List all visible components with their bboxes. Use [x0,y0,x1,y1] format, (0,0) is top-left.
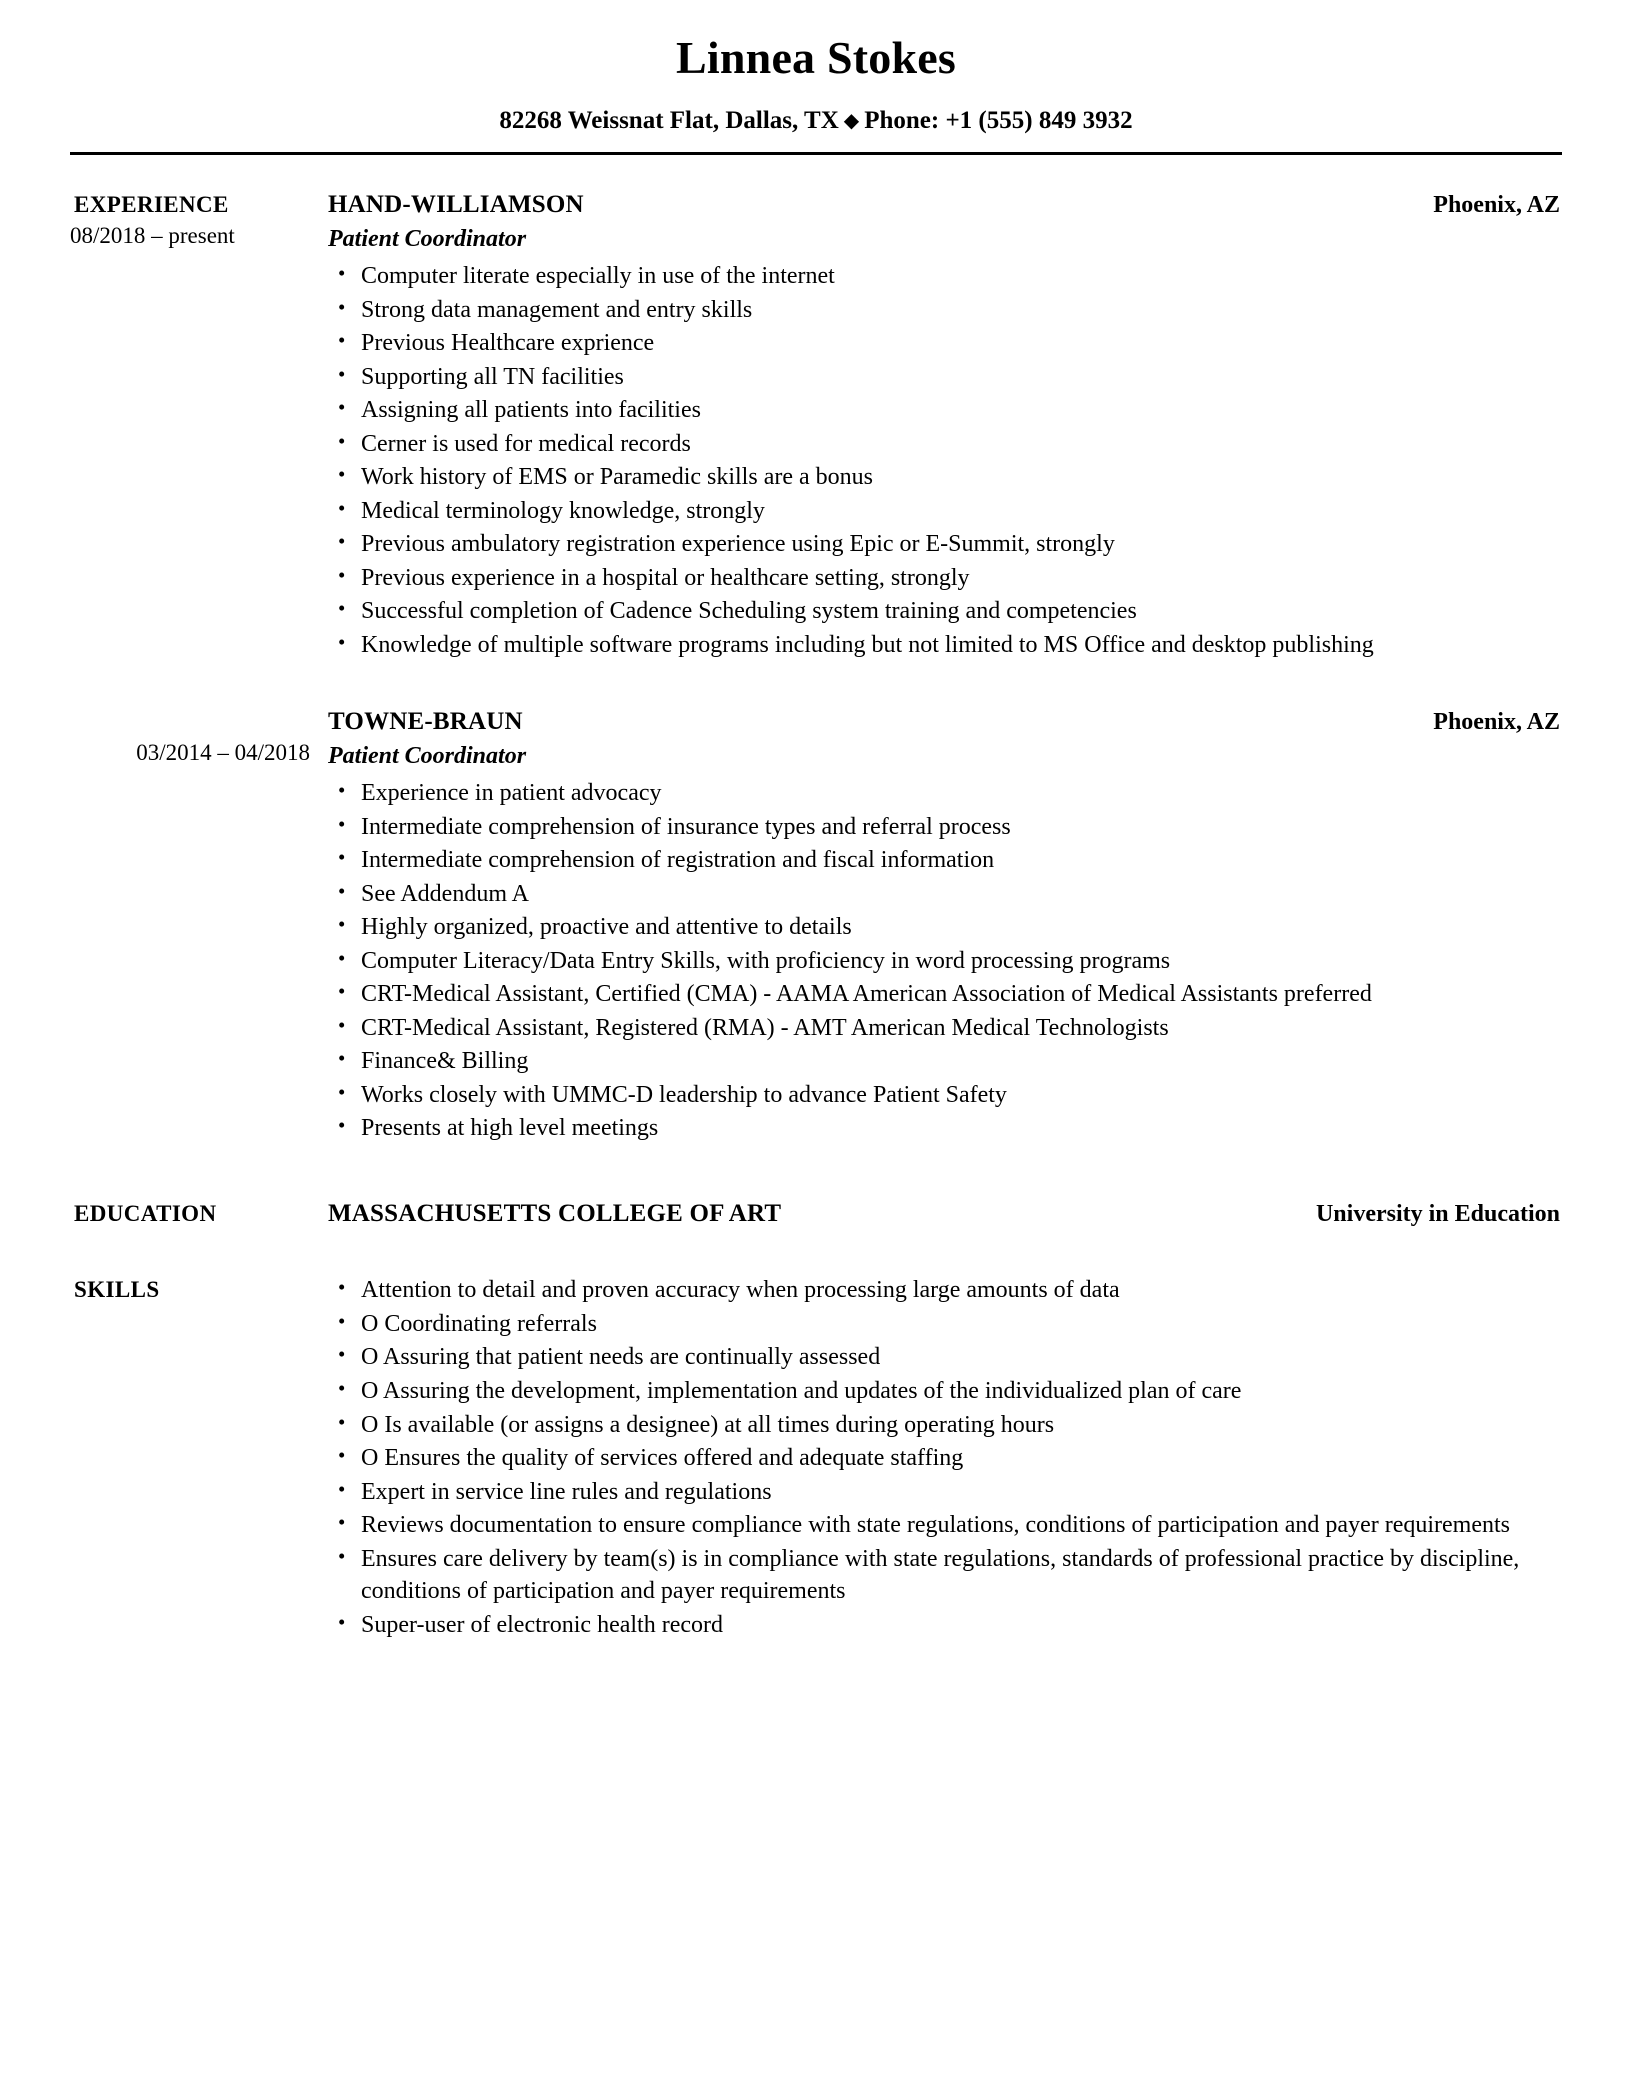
list-item: • O Is available (or assigns a designee) at all times during operating hours [328,1409,1562,1442]
education-school: MASSACHUSETTS COLLEGE OF ART [328,1199,782,1227]
education-header [328,1198,1562,1231]
education-meta-column [70,1198,328,1229]
spacer [70,1146,1562,1198]
job-location: Phoenix, AZ [1433,709,1560,736]
list-item: • O Ensures the quality of services offered and adequate staffing [328,1442,1562,1475]
list-item: • Ensures care delivery by team(s) is in compliance with state regulations, standards of professional practice by discipline, conditions of participation and payer requirements [328,1543,1562,1608]
candidate-name: Linnea Stokes [676,32,956,83]
skills-meta-column [70,1274,328,1305]
list-item: • Previous Healthcare exprience [328,327,1562,360]
list-item: • Super-user of electronic health record [328,1609,1562,1642]
job-location: Phoenix, AZ [1433,192,1560,219]
list-item: • Intermediate comprehension of registration and fiscal information [328,844,1562,877]
experience-entry [70,189,1562,662]
list-item: • See Addendum A [328,878,1562,911]
job-company: HAND-WILLIAMSON [328,191,584,219]
list-item: • Successful completion of Cadence Scheduling system training and competencies [328,595,1562,628]
job-title: Patient Coordinator [328,225,527,252]
list-item: • Computer literate especially in use of the internet [328,260,1562,293]
job-bullet-list [328,260,1562,661]
list-item: • Attention to detail and proven accuracy when processing large amounts of data [328,1274,1562,1307]
experience-body-column [328,189,1562,662]
education-body-column [328,1198,1562,1231]
list-item: • Computer Literacy/Data Entry Skills, with proficiency in word processing programs [328,945,1562,978]
list-item: • Work history of EMS or Paramedic skills are a bonus [328,461,1562,494]
experience-body-column [328,706,1562,1146]
contact-line [70,106,1562,136]
list-item: • O Assuring the development, implementation and updates of the individualized plan of care [328,1375,1562,1408]
spacer [70,1230,1562,1274]
list-item: • Works closely with UMMC-D leadership to advance Patient Safety [328,1079,1562,1112]
job-header [328,706,1562,739]
list-item: • Expert in service line rules and regulations [328,1476,1562,1509]
list-item: • Medical terminology knowledge, strongly [328,495,1562,528]
job-bullet-list [328,777,1562,1145]
diamond-separator-icon: ◆ [843,110,860,133]
experience-entry [70,706,1562,1146]
list-item: • Intermediate comprehension of insurance types and referral process [328,811,1562,844]
job-company: TOWNE-BRAUN [328,708,523,736]
job-title: Patient Coordinator [328,742,527,769]
list-item: • Previous ambulatory registration experience using Epic or E-Summit, strongly [328,528,1562,561]
list-item: • O Assuring that patient needs are continually assessed [328,1341,1562,1374]
education-entry [70,1198,1562,1231]
skills-entry [70,1274,1562,1642]
list-item: • O Coordinating referrals [328,1308,1562,1341]
list-item: • Supporting all TN facilities [328,361,1562,394]
header-divider [70,152,1562,155]
list-item: • Presents at high level meetings [328,1112,1562,1145]
list-item: • CRT-Medical Assistant, Registered (RMA) - AMT American Medical Technologists [328,1012,1562,1045]
job-header [328,189,1562,222]
list-item: • Strong data management and entry skills [328,294,1562,327]
section-label-experience: EXPERIENCE [74,192,229,218]
list-item: • CRT-Medical Assistant, Certified (CMA) - AAMA American Association of Medical Assistants preferred [328,978,1562,1011]
experience-dates: 08/2018 – present [70,223,235,249]
section-label-skills: SKILLS [74,1277,160,1303]
experience-dates: 03/2014 – 04/2018 [136,740,310,766]
skills-bullet-list [328,1274,1562,1641]
spacer [70,662,1562,706]
list-item: • Reviews documentation to ensure compliance with state regulations, conditions of participation and payer requirements [328,1509,1562,1542]
list-item: • Finance& Billing [328,1045,1562,1078]
list-item: • Cerner is used for medical records [328,428,1562,461]
education-degree: University in Education [1315,1200,1560,1227]
section-label-education: EDUCATION [74,1200,217,1226]
list-item: • Highly organized, proactive and attentive to details [328,911,1562,944]
skills-body-column [328,1274,1562,1642]
experience-meta-column [70,189,328,251]
list-item: • Previous experience in a hospital or healthcare setting, strongly [328,562,1562,595]
experience-meta-column [70,706,328,768]
list-item: • Experience in patient advocacy [328,777,1562,810]
contact-address: 82268 Weissnat Flat, Dallas, TX [499,107,839,135]
contact-phone: Phone: +1 (555) 849 3932 [864,107,1133,135]
list-item: • Assigning all patients into facilities [328,394,1562,427]
list-item: • Knowledge of multiple software programs including but not limited to MS Office and desktop publishing [328,629,1562,662]
